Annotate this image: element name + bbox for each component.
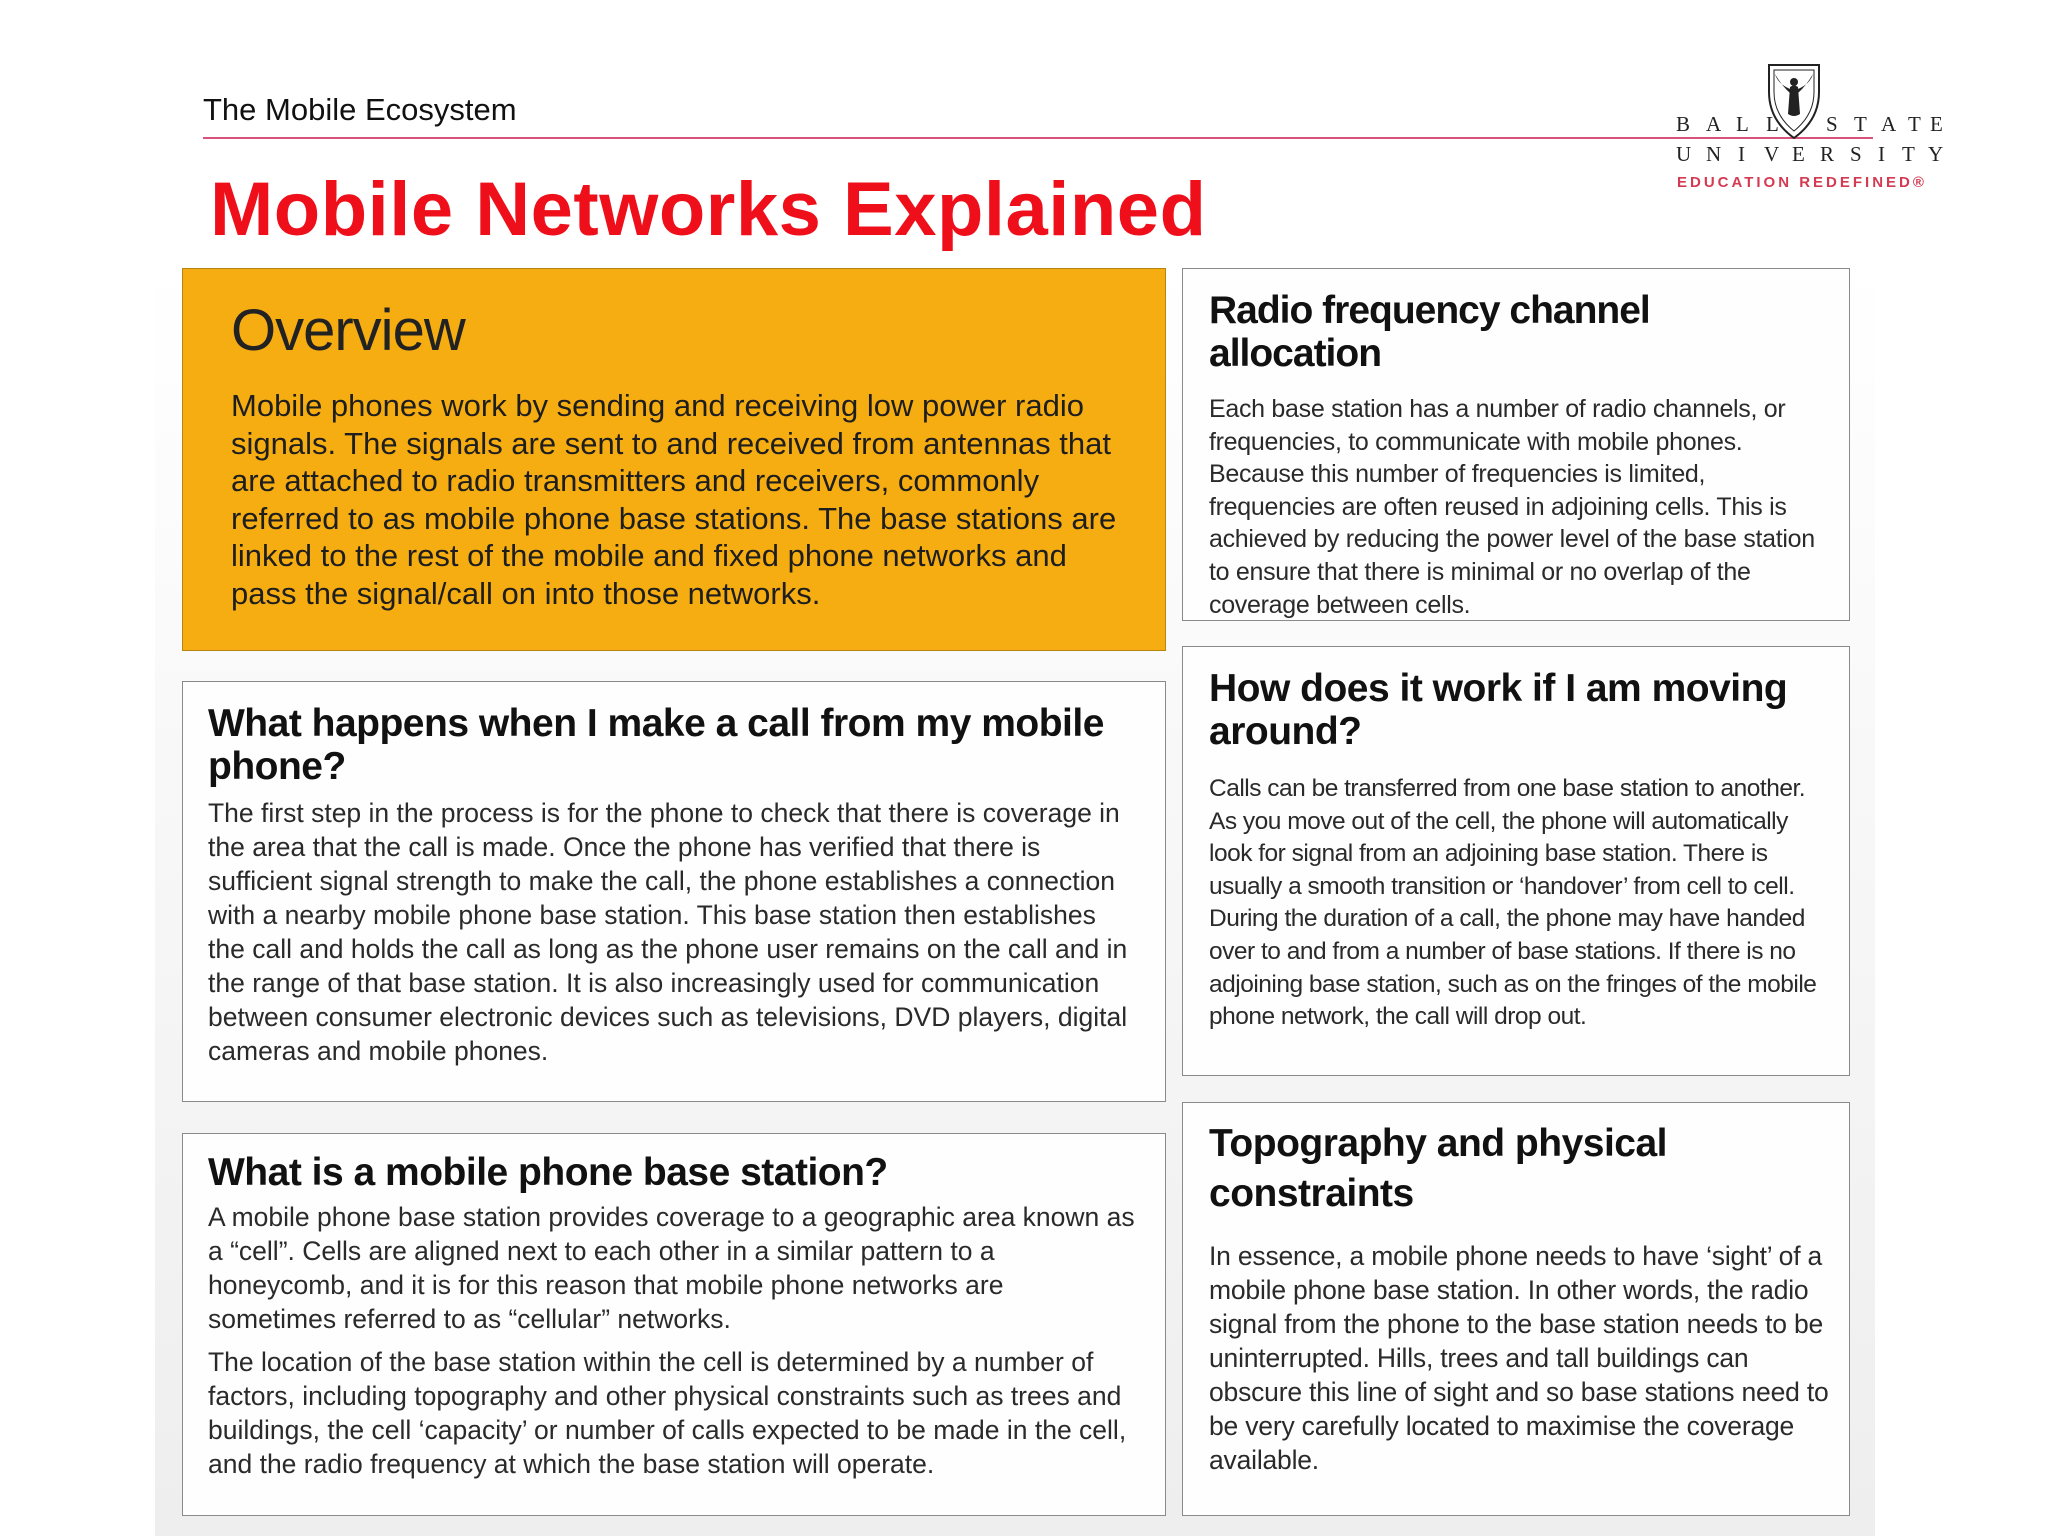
rf-channel-allocation-body: Each base station has a number of radio channels, or frequencies, to communicate with mobile phones. Because this number of frequencies is limited, frequencies are often reused in adjoining cells. This is achieved by reducing the power level of the base station to ensure that there is minimal or no overlap of the coverage between cells.: [1209, 395, 1815, 619]
making-a-call-card: [182, 681, 1166, 1102]
rf-channel-allocation-card: [1182, 268, 1850, 621]
making-a-call-heading: What happens when I make a call from my mobile phone?: [208, 702, 1104, 788]
moving-around-body: Calls can be transferred from one base station to another. As you move out of the cell, the phone will automatically look for signal from an adjoining base station. There is usually a smooth transition or ‘handover’ from cell to cell. During the duration of a call, the phone may have handed over to and from a number of base stations. If there is no adjoining base station, such as on the fringes of the mobile phone network, the call will drop out.: [1209, 775, 1817, 1031]
overview-body: Mobile phones work by sending and receiving low power radio signals. The signals are sent to and received from antennas that are attached to radio transmitters and receivers, commonly referred to as mobile phone base stations. The base stations are linked to the rest of the mobile and fixed phone networks and pass the signal/call on into those networks.: [231, 388, 1117, 611]
page-title: Mobile Networks Explained: [210, 167, 1207, 252]
topography-card: [1182, 1102, 1850, 1516]
making-a-call-body: The first step in the process is for the phone to check that there is coverage in the area that the call is made. Once the phone has verified that there is sufficient signal strength to make the call, the phone establishes a connection with a nearby mobile phone base station. This base station then establishes the call and holds the call as long as the phone user remains on the call and in the range of that base station. It is also increasingly used for communication between consumer electronic devices such as televisions, DVD players, digital cameras and mobile phones.: [208, 798, 1128, 1066]
overview-card: [182, 268, 1166, 651]
base-station-body-paragraph-2: The location of the base station within the cell is determined by a number of factors, including topography and other physical constraints such as trees and buildings, the cell ‘capacity’ or number of calls expected to be made in the cell, and the radio frequency at which the base station will operate.: [208, 1347, 1127, 1479]
base-station-card: [182, 1133, 1166, 1516]
section-label: The Mobile Ecosystem: [203, 92, 517, 127]
university-logo: B A L L S T A T E U N I V E R S I T Y EDUCATION REDEFINED®: [1668, 62, 1938, 202]
base-station-heading: What is a mobile phone base station?: [208, 1151, 888, 1194]
topography-heading: Topography and physical constraints: [1209, 1122, 1668, 1215]
overview-heading: Overview: [231, 298, 465, 363]
rf-channel-allocation-heading: Radio frequency channel allocation: [1209, 289, 1650, 375]
moving-around-card: [1182, 646, 1850, 1076]
base-station-body-paragraph-1: A mobile phone base station provides coverage to a geographic area known as a “cell”. Cells are aligned next to each other in a similar pattern to a honeycomb, and it is for this reason that mobile phone networks are sometimes referred to as “cellular” networks.: [208, 1202, 1135, 1334]
header-divider: [203, 137, 1873, 139]
moving-around-heading: How does it work if I am moving around?: [1209, 667, 1788, 753]
topography-body: In essence, a mobile phone needs to have ‘sight’ of a mobile phone base station. In other words, the radio signal from the phone to the base station needs to be uninterrupted. Hills, trees and tall buildings can obscure this line of sight and so base stations need to be very carefully located to maximise the coverage available.: [1209, 1241, 1829, 1475]
logo-tagline: EDUCATION REDEFINED®: [1677, 174, 1927, 191]
